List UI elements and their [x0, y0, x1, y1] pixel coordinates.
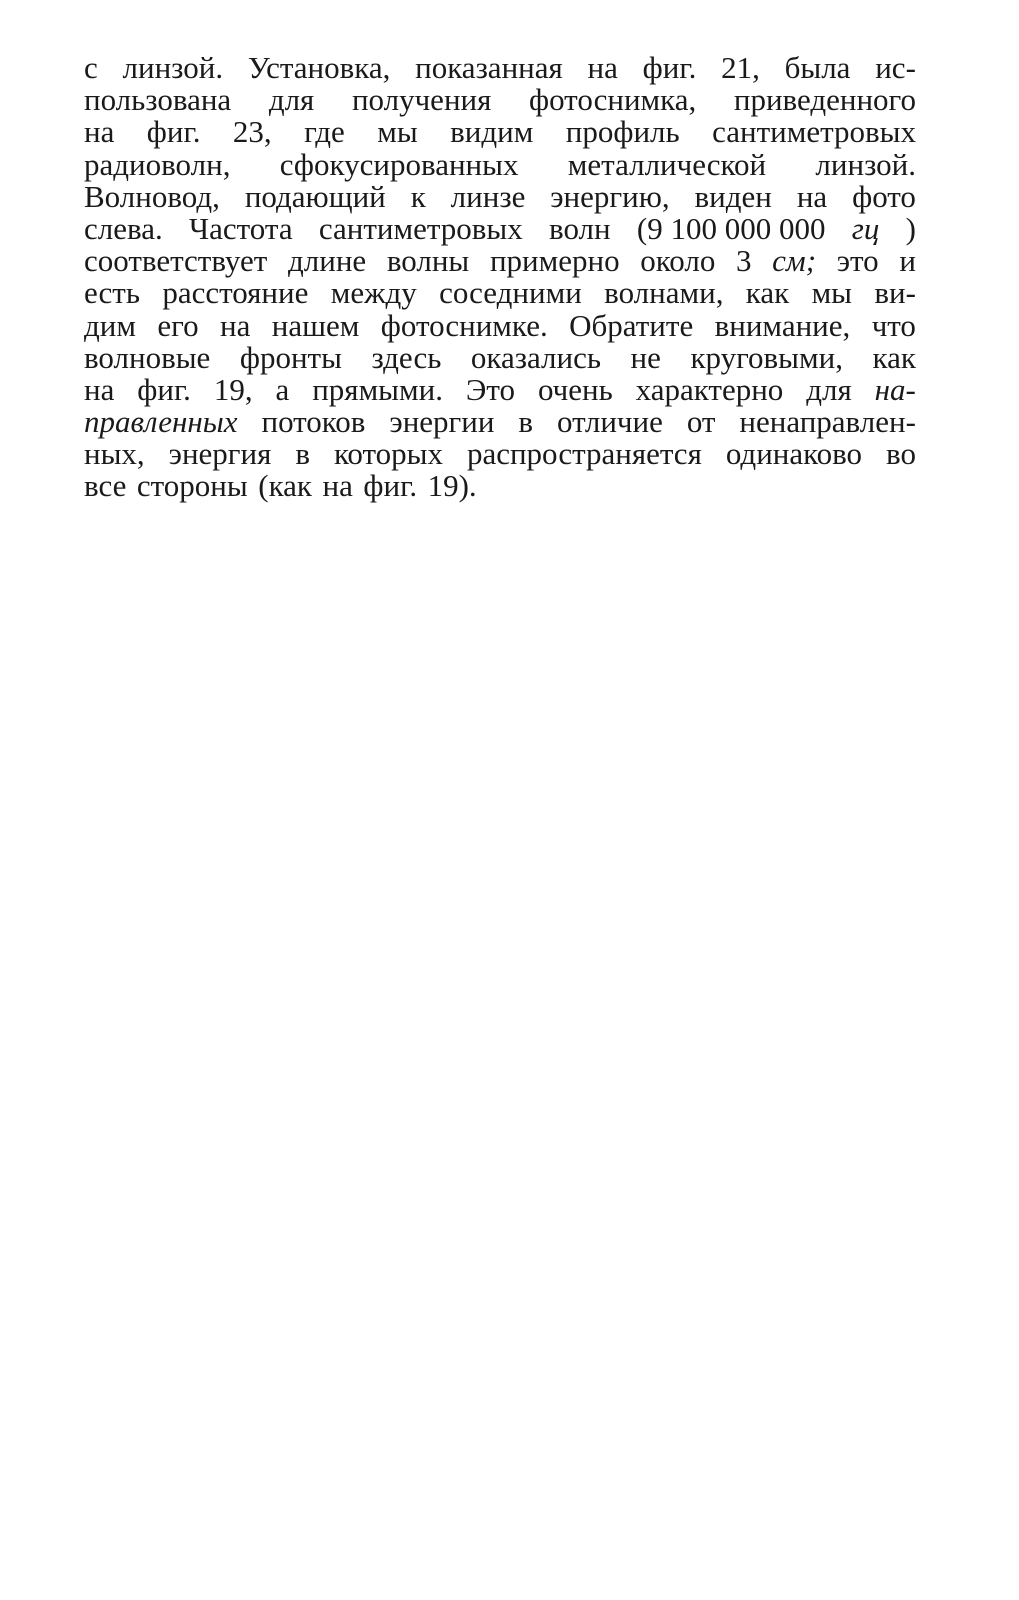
word: 19).: [427, 468, 477, 504]
word: волнами,: [604, 275, 724, 311]
word: фотоснимке.: [380, 307, 548, 343]
word: линзой.: [122, 50, 224, 85]
word: 19,: [213, 371, 253, 407]
word: что: [871, 307, 916, 343]
word: слева.: [84, 210, 163, 246]
word: сантиметровых: [712, 114, 916, 150]
word: отличие: [557, 404, 663, 440]
word: дим: [84, 307, 136, 343]
word: металлической: [567, 146, 767, 182]
word: фото: [852, 178, 916, 214]
word: распространяется: [466, 436, 702, 472]
word: фотоснимка,: [529, 82, 697, 118]
word: для: [268, 82, 315, 118]
word: была: [784, 50, 851, 85]
word: и: [899, 243, 916, 279]
word: расстояние: [162, 275, 309, 311]
word: внимание,: [714, 307, 851, 343]
word: соседними: [439, 275, 582, 311]
text-line: [84, 245, 916, 277]
word: его: [157, 307, 199, 343]
text-line: [84, 307, 916, 343]
word: на: [796, 178, 828, 214]
word: Волновод,: [84, 178, 220, 214]
word: мы: [377, 114, 418, 150]
word: ных,: [84, 436, 145, 472]
word: примерно: [489, 243, 620, 279]
word: во: [886, 436, 916, 472]
word: длине: [288, 243, 367, 279]
word: подающий: [244, 178, 386, 214]
text-line: [84, 210, 916, 246]
word: Установка,: [247, 50, 391, 85]
word: очень: [537, 371, 613, 407]
word: пользована: [84, 82, 232, 118]
word: ): [905, 210, 916, 246]
word: Это: [465, 371, 516, 407]
word: фиг.: [642, 50, 697, 85]
word: энергии: [389, 404, 495, 440]
word: от: [686, 404, 716, 440]
word: фронты: [239, 339, 342, 375]
word: 3: [736, 243, 752, 279]
word: между: [330, 275, 417, 311]
word: волны: [386, 243, 470, 279]
body-paragraph: [84, 52, 916, 503]
word: виден: [694, 178, 772, 214]
word: характерно: [635, 371, 784, 407]
text-line: [84, 339, 916, 375]
word: (9 100 000 000: [636, 210, 826, 246]
word: есть: [84, 275, 140, 311]
word: здесь: [371, 339, 442, 375]
word: линзой.: [815, 146, 916, 182]
word: волновые: [84, 339, 211, 375]
word: линзе: [450, 178, 526, 214]
word: с: [84, 50, 98, 85]
text-line: [84, 406, 916, 438]
word: показанная: [415, 50, 563, 85]
word: на: [220, 307, 251, 343]
word: сантиметровых: [318, 210, 523, 246]
text-line: [84, 277, 916, 309]
word: фиг.: [363, 468, 418, 504]
word: 23,: [232, 114, 272, 150]
word: а: [275, 371, 290, 407]
word: профиль: [565, 114, 680, 150]
text-line: [84, 84, 916, 116]
word: потоков: [261, 404, 366, 440]
word: это: [836, 243, 879, 279]
word: в: [295, 436, 310, 472]
word: энергию,: [550, 178, 670, 214]
text-line: [84, 470, 916, 502]
word: радиоволн,: [84, 146, 231, 182]
word: в: [518, 404, 534, 440]
word: как: [745, 275, 790, 311]
word: 21,: [721, 50, 760, 85]
word: Частота: [189, 210, 293, 246]
word: одинаково: [725, 436, 863, 472]
text-line: [84, 146, 916, 182]
word: оказались: [470, 339, 601, 375]
text-line: [84, 371, 916, 407]
word: на-: [874, 371, 916, 407]
word: не: [630, 339, 661, 375]
word: ненаправлен-: [739, 404, 916, 440]
word: стороны: [136, 468, 248, 504]
word: фиг.: [137, 371, 191, 407]
word: правленных: [84, 404, 238, 440]
word: к: [410, 178, 426, 214]
word: где: [304, 114, 345, 150]
word: на: [84, 114, 115, 150]
word: нашем: [271, 307, 360, 343]
word: энергия: [168, 436, 272, 472]
word: сфокусированных: [279, 146, 519, 182]
word: видим: [450, 114, 534, 150]
text-line: [84, 116, 916, 148]
word: получения: [351, 82, 492, 118]
text-line: [84, 178, 916, 214]
word: как: [872, 339, 916, 375]
word: прямыми.: [312, 371, 443, 407]
word: Обратите: [569, 307, 694, 343]
word: см;: [772, 243, 817, 279]
word: около: [640, 243, 716, 279]
word: на: [322, 468, 353, 504]
word: приведенного: [733, 82, 916, 118]
text-line: [84, 438, 916, 470]
word: соответствует: [84, 243, 268, 279]
word: ис-: [875, 50, 916, 85]
word: гц: [851, 210, 880, 246]
word: (как: [258, 468, 312, 504]
word: ви-: [874, 275, 916, 311]
word: все: [84, 468, 127, 504]
word: мы: [811, 275, 853, 311]
word: на: [587, 50, 618, 85]
word: для: [806, 371, 852, 407]
word: фиг.: [146, 114, 201, 150]
word: круговыми,: [690, 339, 843, 375]
word: которых: [333, 436, 443, 472]
word: волн: [549, 210, 611, 246]
word: на: [84, 371, 115, 407]
text-line: [84, 52, 916, 84]
